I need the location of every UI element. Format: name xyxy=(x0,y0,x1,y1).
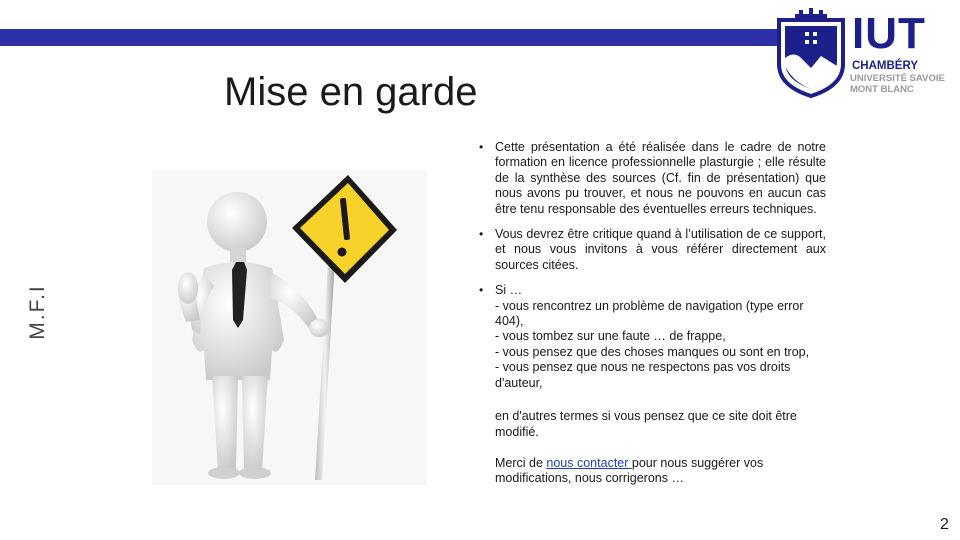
list-item: - vous tombez sur une faute … de frappe, xyxy=(495,329,726,344)
slide-title: Mise en garde xyxy=(224,70,478,114)
list-item: - vous rencontrez un problème de navigation (type error 404), xyxy=(495,298,804,329)
logo-university-line2: MONT BLANC xyxy=(850,84,914,95)
slide-content xyxy=(478,140,826,487)
list-item: - vous pensez que des choses manques ou sont en trop, xyxy=(495,344,810,359)
contact-link[interactable]: nous contacter xyxy=(546,455,632,470)
warning-figure-icon xyxy=(152,170,427,485)
logo-university-line1: UNIVERSITÉ SAVOIE xyxy=(850,73,945,84)
logo-title: IUT xyxy=(852,9,926,58)
shield-icon xyxy=(775,6,847,98)
contact-suffix: pour nous suggérer vos modifications, nous corrigerons … xyxy=(495,455,764,486)
bullet-report-issues xyxy=(478,283,826,391)
header-bar xyxy=(0,29,778,46)
warning-illustration xyxy=(152,170,427,485)
report-issue-list xyxy=(495,299,826,391)
contact-prefix: Merci de xyxy=(495,455,547,470)
closing-text: en d'autres termes si vous pensez que ce site doit être modifié. xyxy=(495,409,797,439)
bullet-disclaimer: • Cette présentation a été réalisée dans le cadre de notre formation en licence professionnelle plasturgie ; elle résulte de la synthèse des sources (Cf. fin de présentation) que nous avons pu trouver, et nous ne pouvons en aucun cas être tenu responsable des éventuelles erreurs techniques. xyxy=(478,140,826,217)
list-item: - vous pensez que nous ne respectons pas vos droits d'auteur, xyxy=(495,360,791,390)
contact-text xyxy=(495,456,826,487)
bullet-report-lead: • Si … xyxy=(495,283,523,298)
logo-city: CHAMBÉRY xyxy=(852,60,919,72)
bullet-critical-use: • Vous devrez être critique quand à l’utilisation de ce support, et nous vous invitons à vous référer directement aux sources citées. xyxy=(478,227,826,273)
side-label: M.F.I xyxy=(26,284,49,340)
logo-university xyxy=(850,73,960,95)
page-number: 2 xyxy=(940,516,949,533)
iut-logo xyxy=(775,6,955,102)
